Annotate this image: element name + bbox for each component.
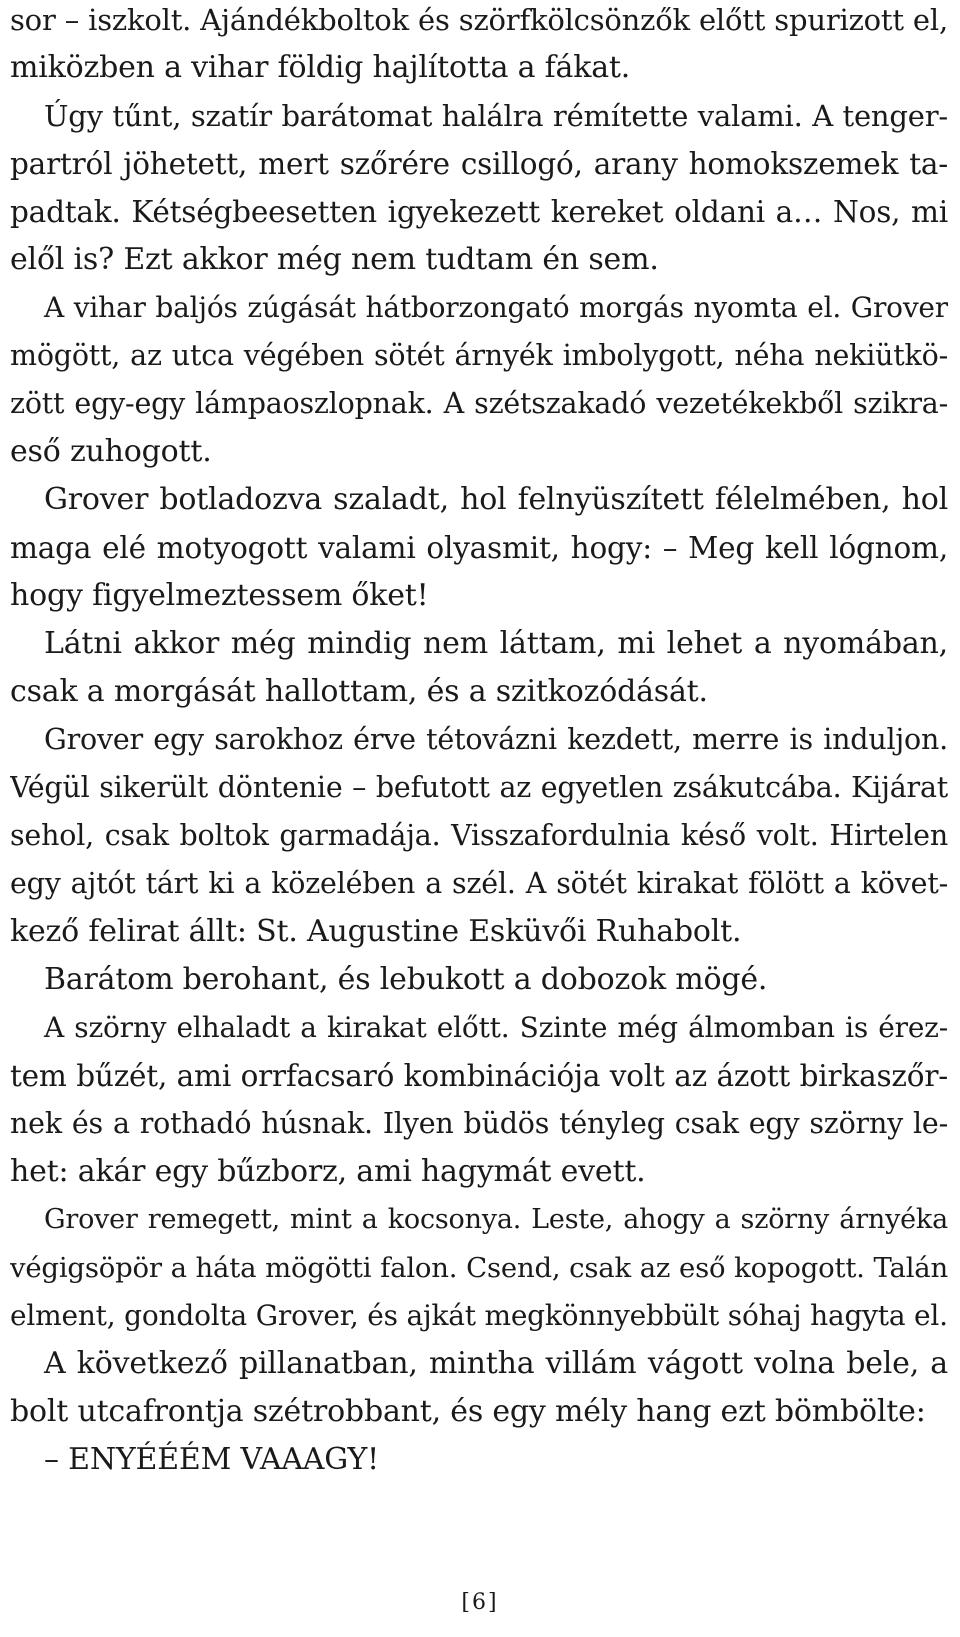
text-line: A vihar baljós zúgását hátborzongató morgás nyomta el. Grover [44, 291, 948, 324]
text-line: hogy figyelmeztessem őket! [10, 578, 429, 613]
text-line: Grover remegett, mint a kocsonya. Leste, ahogy a szörny árnyéka [44, 1204, 948, 1235]
text-line: egy ajtót tárt ki a közelében a szél. A sötét kirakat fölött a követ- [10, 867, 948, 900]
text-line: nek és a rothadó húsnak. Ilyen büdös tényleg csak egy szörny le- [10, 1107, 948, 1140]
text-line: kező felirat állt: St. Augustine Esküvői Ruhabolt. [10, 914, 742, 949]
text-line: A következő pillanatban, mintha villám vágott volna bele, a [44, 1346, 948, 1381]
text-line: Grover botladozva szaladt, hol felnyüszített félelmében, hol [44, 482, 948, 517]
text-line: elment, gondolta Grover, és ajkát megkönnyebbült sóhaj hagyta el. [10, 1299, 948, 1332]
text-line: mögött, az utca végében sötét árnyék imbolygott, néha nekiütkö- [10, 339, 948, 372]
text-line: elől is? Ezt akkor még nem tudtam én sem. [10, 242, 659, 277]
text-line: bolt utcafrontja szétrobbant, és egy mély hang ezt bömbölte: [10, 1394, 926, 1429]
text-line: Látni akkor még mindig nem láttam, mi lehet a nyomában, [44, 626, 948, 661]
text-line: zött egy-egy lámpaoszlopnak. A szétszakadó vezetékekből szikra- [10, 387, 948, 420]
text-line: eső zuhogott. [10, 434, 212, 469]
text-line: A szörny elhaladt a kirakat előtt. Szinte még álmomban is érez- [44, 1011, 948, 1044]
text-line: maga elé motyogott valami olyasmit, hogy: – Meg kell lógnom, [10, 531, 948, 565]
page-number: [6] [461, 1590, 499, 1615]
text-line: csak a morgását hallottam, és a szitkozódását. [10, 674, 708, 709]
text-line: sor – iszkolt. Ajándékboltok és szörfkölcsönzők előtt spurizott el, [10, 3, 948, 37]
text-line: Végül sikerült döntenie – befutott az egyetlen zsákutcába. Kijárat [10, 771, 948, 804]
text-line: Úgy tűnt, szatír barátomat halálra rémítette valami. A tenger- [44, 99, 948, 133]
text-line: het: akár egy bűzborz, ami hagymát evett. [10, 1154, 646, 1189]
text-line: sehol, csak boltok garmadája. Visszafordulnia késő volt. Hirtelen [10, 819, 948, 852]
text-line: miközben a vihar földig hajlította a fákat. [10, 50, 631, 85]
text-line: Grover egy sarokhoz érve tétovázni kezdett, merre is induljon. [44, 723, 948, 756]
text-line: padtak. Kétségbeesetten igyekezett kereket oldani a… Nos, mi [10, 195, 948, 229]
text-line: Barátom berohant, és lebukott a dobozok mögé. [44, 962, 768, 997]
text-line: tem bűzét, ami orrfacsaró kombinációja volt az ázott birkaszőr- [10, 1059, 948, 1093]
text-line: végigsöpör a háta mögötti falon. Csend, csak az eső kopogott. Talán [10, 1252, 948, 1284]
text-line: – ENYÉÉÉM VAAAGY! [44, 1442, 379, 1477]
text-line: partról jöhetett, mert szőrére csillogó, arany homokszemek ta- [10, 147, 948, 181]
